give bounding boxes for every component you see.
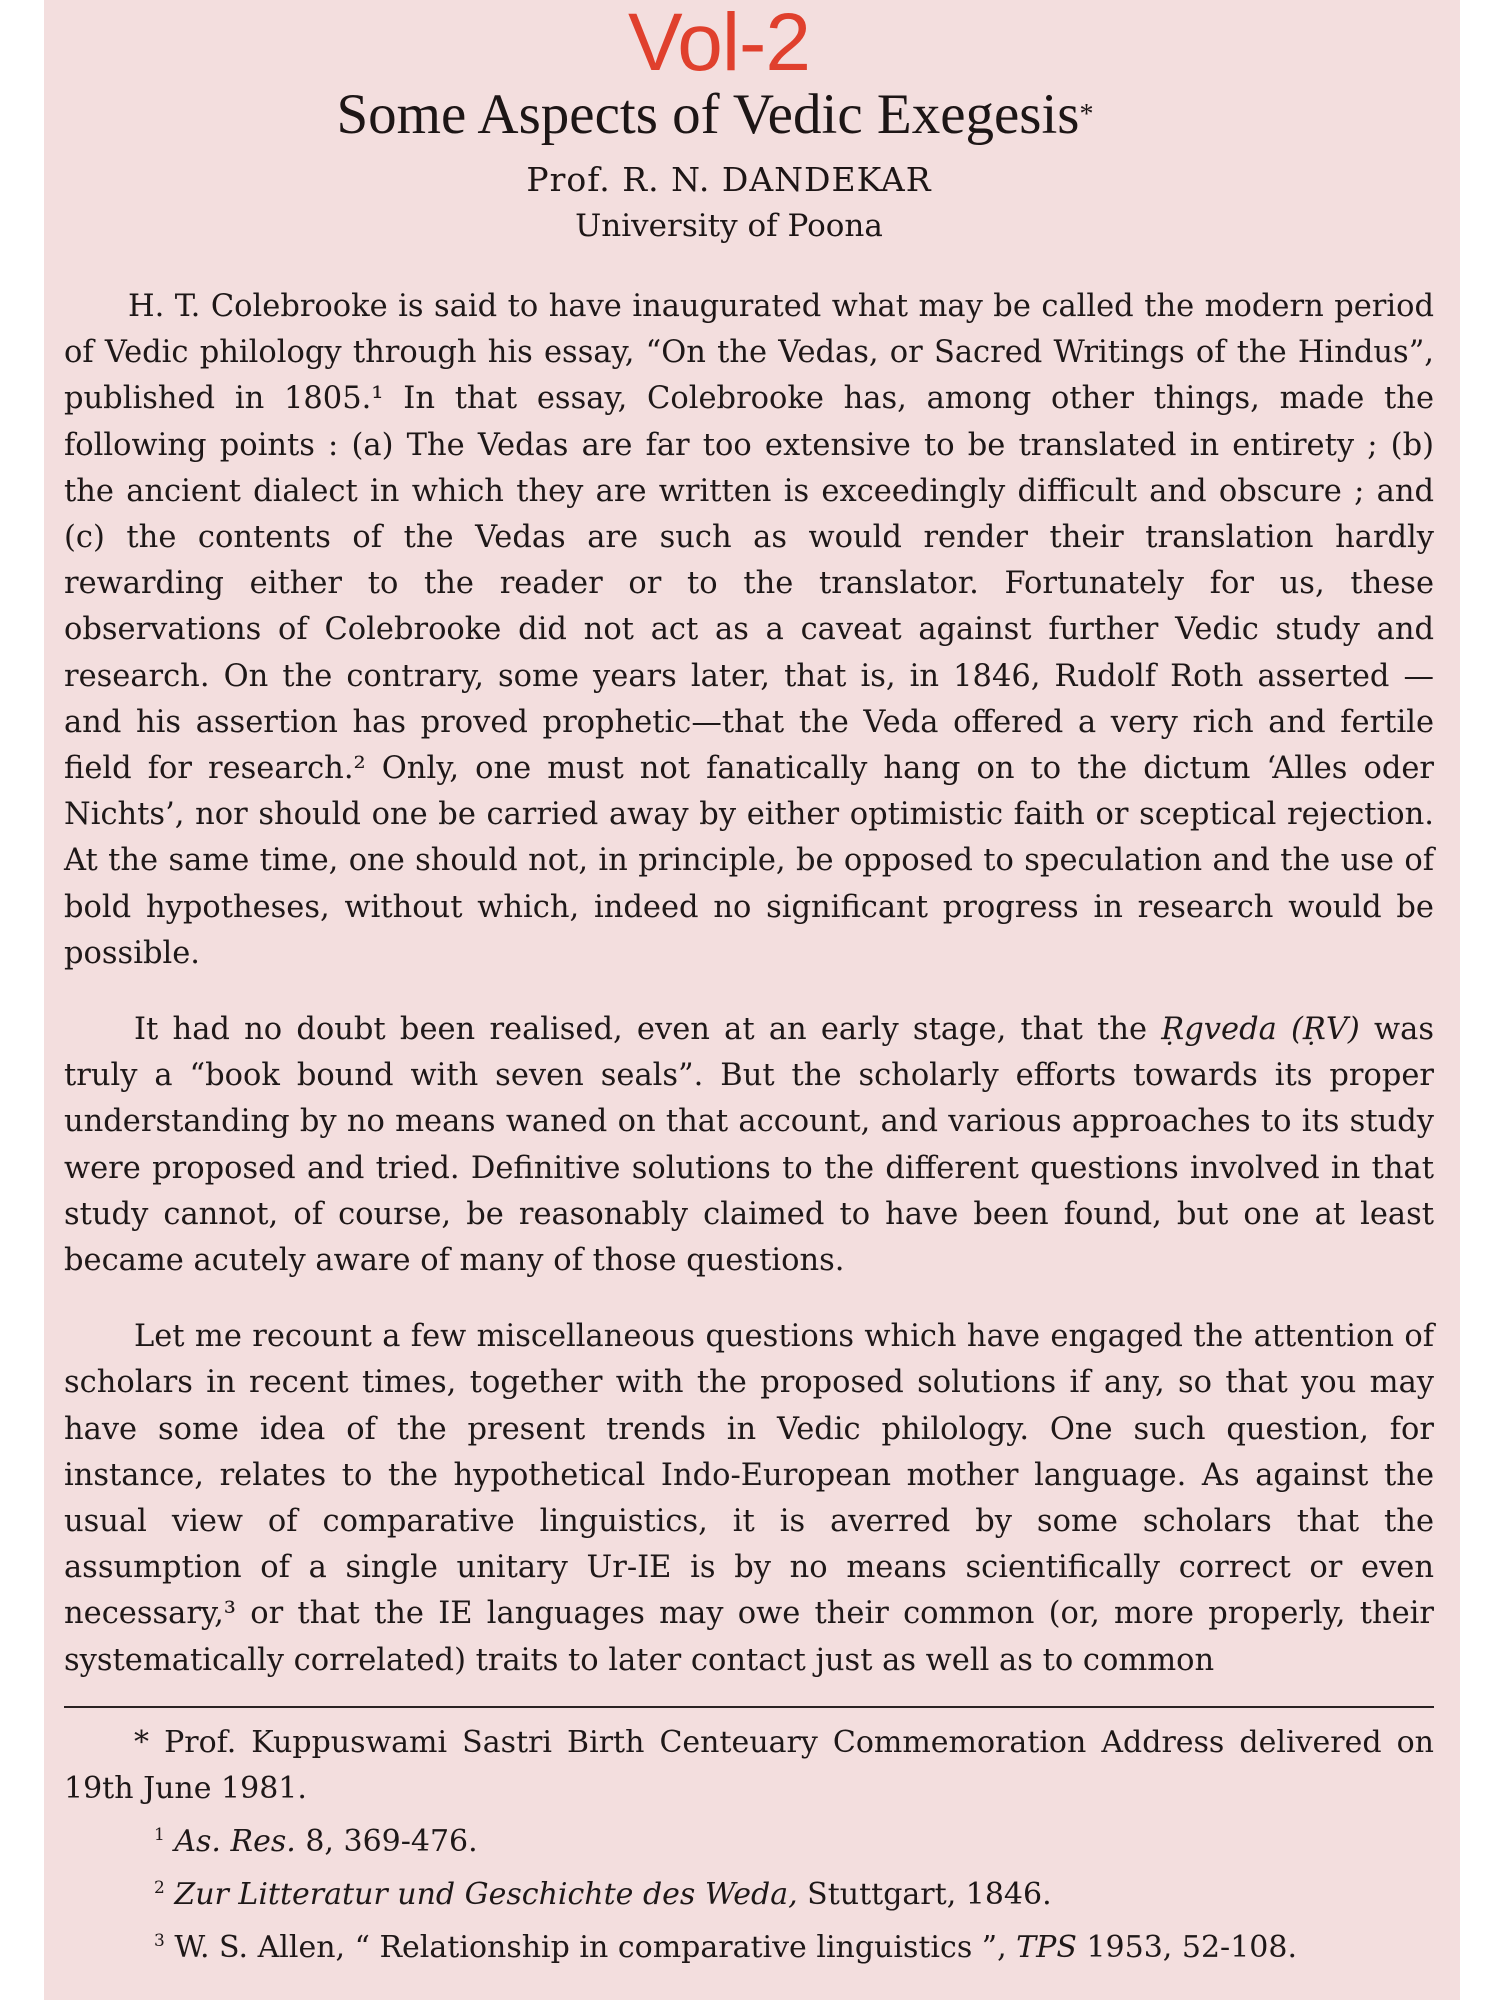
footnote-divider [64, 1706, 1434, 1708]
article-title [44, 84, 1400, 146]
footnote-1-text: 8, 369-476. [295, 1823, 478, 1859]
title-footnote-marker: * [1079, 99, 1094, 130]
footnote-3-italic: TPS [1016, 1929, 1077, 1965]
footnote-2-mark: 2 [154, 1877, 165, 1898]
footnote-star: * Prof. Kuppuswami Sastri Birth Centeuary Commemoration Address delivered on 19th June 1981. [64, 1724, 1434, 1806]
volume-label: Vol-2 [628, 0, 810, 88]
paragraph-1: H. T. Colebrooke is said to have inaugurated what may be called the modern period of Vedic philology through his essay, “On the Vedas, or Sacred Writings of the Hindus”, published in 1805.¹ In that essay, Colebrooke has, among other things, made the following points : (a) The Vedas are far too extensive to be translated in entirety ; (b) the ancient dialect in which they are written is exceedingly difficult and obscure ; and (c) the contents of the Vedas are such as would render their translation hardly rewarding either to the reader or to the translator. Fortunately for us, these observations of Colebrooke did not act as a caveat against further Vedic study and research. On the contrary, some years later, that is, in 1846, Rudolf Roth asserted — and his assertion has proved prophetic—that the Veda offered a very rich and fertile field for research.² Only, one must not fanatically hang on to the dictum ‘Alles oder Nichts’, nor should one be carried away by either optimistic faith or sceptical rejection. At the same time, one should not, in principle, be opposed to speculation and the use of bold hypotheses, without which, indeed no significant progress in research would be possible. [64, 289, 1434, 971]
paragraph-2-start: It had no doubt been realised, even at an early stage, that the [134, 1012, 1162, 1048]
paragraph-2-end: was truly a “book bound with seven seals”. But the scholarly efforts towards its proper understanding by no means waned on that account, and various approaches to its study were proposed and tried. Definitive solutions to the different questions involved in that study cannot, of course, be reasonably claimed to have been found, but one at least became acutely aware of many of those questions. [64, 1012, 1434, 1279]
author-affiliation: University of Poona [575, 208, 883, 244]
footnote-2-italic: Zur Litteratur und Geschichte des Weda, [174, 1876, 798, 1912]
footnote-3-mark: 3 [154, 1930, 165, 1951]
footnote-1-italic: As. Res. [174, 1823, 296, 1859]
author-name: Prof. R. N. DANDEKAR [526, 160, 932, 199]
footnote-3-rest: 1953, 52-108. [1076, 1929, 1297, 1965]
rgveda-term: Ṛgveda (ṚV) [1161, 1012, 1360, 1048]
paragraph-3: Let me recount a few miscellaneous questions which have engaged the attention of scholars in recent times, together with the proposed solutions if any, so that you may have some idea of the present trends in Vedic philology. One such question, for instance, relates to the hypothetical Indo-European mother language. As against the usual view of comparative linguistics, it is averred by some scholars that the assumption of a single unitary Ur-IE is by no means scientifically correct or even necessary,³ or that the IE languages may owe their common (or, more properly, their systematically correlated) traits to later contact just as well as to common [64, 1319, 1434, 1678]
paragraph-2 [64, 1007, 1434, 1284]
footnotes [64, 1720, 1434, 1971]
article-body [64, 284, 1434, 1684]
footnote-1 [64, 1812, 1434, 1865]
footnote-3 [64, 1918, 1434, 1971]
footnote-2 [64, 1865, 1434, 1918]
article-title-text: Some Aspects of Vedic Exegesis [336, 83, 1080, 146]
footnote-1-mark: 1 [154, 1824, 165, 1845]
book-page [44, 0, 1460, 2000]
footnote-3-text: W. S. Allen, “ Relationship in comparative linguistics ”, [174, 1929, 1017, 1965]
footnote-2-text: Stuttgart, 1846. [797, 1876, 1052, 1912]
